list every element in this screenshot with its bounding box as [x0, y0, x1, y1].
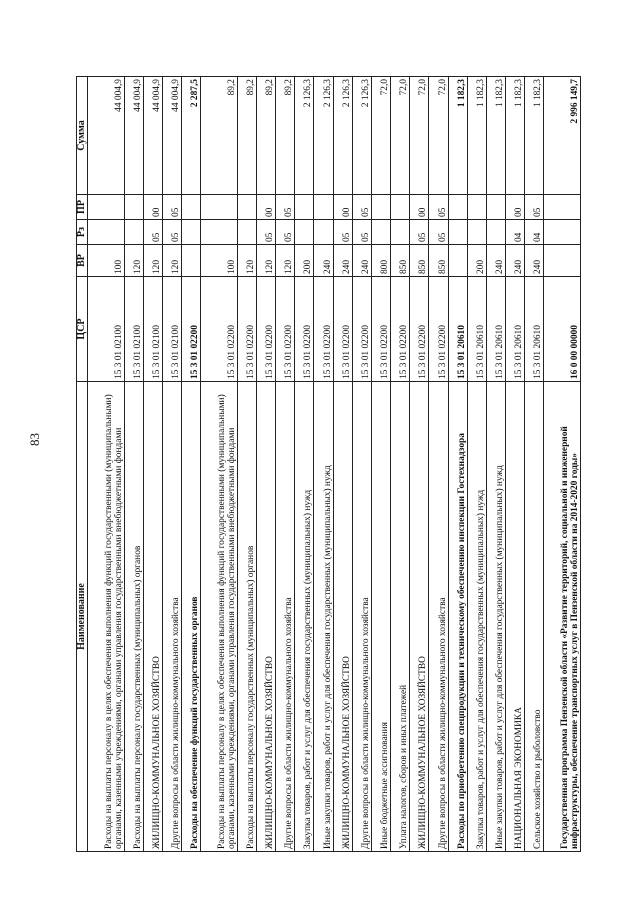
table-row	[525, 77, 544, 852]
cell-csr: 15 3 01 02200	[295, 277, 314, 382]
cell-rz: 05	[352, 220, 371, 245]
cell-vr: 120	[256, 245, 275, 277]
table-row	[448, 77, 467, 852]
cell-name: ЖИЛИЩНО-КОММУНАЛЬНОЕ ХОЗЯЙСТВО	[410, 382, 429, 852]
cell-vr: 100	[201, 245, 238, 277]
cell-name: ЖИЛИЩНО-КОММУНАЛЬНОЕ ХОЗЯЙСТВО	[333, 382, 352, 852]
cell-pr	[371, 195, 390, 220]
cell-vr: 850	[391, 245, 410, 277]
cell-vr: 850	[429, 245, 448, 277]
cell-pr	[295, 195, 314, 220]
cell-pr	[182, 195, 201, 220]
table-row	[201, 77, 238, 852]
cell-vr: 850	[410, 245, 429, 277]
cell-pr: 00	[143, 195, 162, 220]
cell-csr: 15 3 01 20610	[486, 277, 505, 382]
cell-vr: 120	[237, 245, 256, 277]
cell-csr: 15 3 01 20610	[467, 277, 486, 382]
table-row	[143, 77, 162, 852]
cell-sum: 89,2	[237, 77, 256, 195]
cell-pr: 00	[505, 195, 524, 220]
cell-rz: 04	[505, 220, 524, 245]
cell-sum: 44 004,9	[162, 77, 181, 195]
cell-vr: 800	[371, 245, 390, 277]
cell-pr: 05	[276, 195, 295, 220]
cell-csr: 15 3 01 02200	[391, 277, 410, 382]
cell-name: ЖИЛИЩНО-КОММУНАЛЬНОЕ ХОЗЯЙСТВО	[256, 382, 275, 852]
cell-name: Расходы по приобретению спецпродукции и техническому обеспечению инспекции Гостехнадзора	[448, 382, 467, 852]
table-row	[371, 77, 390, 852]
cell-sum: 1 182,3	[505, 77, 524, 195]
table-row	[429, 77, 448, 852]
cell-sum: 2 126,3	[295, 77, 314, 195]
cell-rz	[237, 220, 256, 245]
cell-csr: 15 3 01 20610	[448, 277, 467, 382]
cell-rz	[467, 220, 486, 245]
cell-sum: 89,2	[256, 77, 275, 195]
cell-vr: 200	[467, 245, 486, 277]
cell-name: Иные закупки товаров, работ и услуг для обеспечения государственных (муниципальных) нужд	[486, 382, 505, 852]
header-sum: Сумма	[77, 77, 88, 195]
cell-vr: 100	[88, 245, 125, 277]
cell-sum: 89,2	[276, 77, 295, 195]
cell-rz	[201, 220, 238, 245]
cell-name: Государственная программа Пензенской области «Развитие территорий, социальной и инженерной инфраструктуры, обеспечение транспортных услуг в Пензенской области на 2014-2020 годы»	[544, 382, 581, 852]
cell-rz: 05	[143, 220, 162, 245]
cell-pr	[448, 195, 467, 220]
cell-csr: 15 3 01 02200	[182, 277, 201, 382]
cell-pr	[467, 195, 486, 220]
cell-rz	[182, 220, 201, 245]
cell-name: Другие вопросы в области жилищно-коммунального хозяйства	[352, 382, 371, 852]
rotated-table-container	[76, 77, 581, 852]
cell-name: Расходы на обеспечение функций государственных органов	[182, 382, 201, 852]
cell-rz	[544, 220, 581, 245]
cell-csr: 15 3 01 02200	[256, 277, 275, 382]
table-row	[391, 77, 410, 852]
cell-pr: 05	[525, 195, 544, 220]
cell-name: Иные бюджетные ассигнования	[371, 382, 390, 852]
cell-vr	[544, 245, 581, 277]
cell-rz: 05	[276, 220, 295, 245]
cell-rz: 05	[333, 220, 352, 245]
cell-name: Расходы на выплаты персоналу в целях обеспечения выполнения функций государственными (муниципальными) органами, казенными учреждениями, органами управления государственными внебюджетными фондами	[88, 382, 125, 852]
cell-vr: 240	[352, 245, 371, 277]
budget-table	[76, 76, 581, 852]
cell-vr	[448, 245, 467, 277]
cell-sum: 2 126,3	[333, 77, 352, 195]
header-csr: ЦСР	[77, 277, 88, 382]
cell-pr: 05	[352, 195, 371, 220]
cell-pr	[88, 195, 125, 220]
cell-pr	[201, 195, 238, 220]
cell-sum: 44 004,9	[124, 77, 143, 195]
header-pr: ПР	[77, 195, 88, 220]
cell-csr: 15 3 01 02200	[429, 277, 448, 382]
cell-sum: 1 182,3	[448, 77, 467, 195]
cell-vr: 120	[276, 245, 295, 277]
cell-csr: 15 3 01 20610	[525, 277, 544, 382]
cell-name: Уплата налогов, сборов и иных платежей	[391, 382, 410, 852]
cell-csr: 15 3 01 02200	[314, 277, 333, 382]
cell-pr: 00	[410, 195, 429, 220]
cell-rz: 04	[525, 220, 544, 245]
cell-sum: 2 996 149,7	[544, 77, 581, 195]
cell-csr: 15 3 01 02200	[237, 277, 256, 382]
cell-rz: 05	[429, 220, 448, 245]
cell-name: Расходы на выплаты персоналу государственных (муниципальных) органов	[237, 382, 256, 852]
cell-rz: 05	[256, 220, 275, 245]
table-body	[88, 77, 581, 852]
cell-csr: 15 3 01 02200	[276, 277, 295, 382]
header-vr: ВР	[77, 245, 88, 277]
cell-pr	[486, 195, 505, 220]
cell-sum: 44 004,9	[88, 77, 125, 195]
cell-rz: 05	[162, 220, 181, 245]
cell-name: Закупка товаров, работ и услуг для обеспечения государственных (муниципальных) нужд	[467, 382, 486, 852]
cell-sum: 72,0	[429, 77, 448, 195]
cell-vr: 120	[143, 245, 162, 277]
cell-pr	[544, 195, 581, 220]
cell-rz	[295, 220, 314, 245]
table-row	[124, 77, 143, 852]
table-row	[295, 77, 314, 852]
cell-pr: 00	[256, 195, 275, 220]
table-row	[276, 77, 295, 852]
cell-sum: 72,0	[391, 77, 410, 195]
cell-vr: 240	[505, 245, 524, 277]
cell-name: Расходы на выплаты персоналу в целях обеспечения выполнения функций государственными (муниципальными) органами, казенными учреждениями, органами управления государственными внебюджетными фондами	[201, 382, 238, 852]
cell-rz	[371, 220, 390, 245]
cell-name: Иные закупки товаров, работ и услуг для обеспечения государственных (муниципальных) нужд	[314, 382, 333, 852]
cell-csr: 15 3 01 02100	[162, 277, 181, 382]
cell-vr: 240	[525, 245, 544, 277]
cell-name: Сельское хозяйство и рыболовство	[525, 382, 544, 852]
cell-csr: 15 3 01 02100	[143, 277, 162, 382]
table-row	[486, 77, 505, 852]
table-row	[352, 77, 371, 852]
cell-sum: 2 287,5	[182, 77, 201, 195]
cell-vr: 200	[295, 245, 314, 277]
table-row	[333, 77, 352, 852]
table-row	[88, 77, 125, 852]
cell-csr: 15 3 01 02100	[88, 277, 125, 382]
cell-sum: 72,0	[371, 77, 390, 195]
header-name: Наименование	[77, 382, 88, 852]
cell-pr	[237, 195, 256, 220]
cell-rz	[88, 220, 125, 245]
cell-csr: 15 3 01 02200	[201, 277, 238, 382]
cell-sum: 1 182,3	[525, 77, 544, 195]
cell-csr: 15 3 01 02200	[410, 277, 429, 382]
cell-rz	[124, 220, 143, 245]
cell-csr: 15 3 01 02200	[333, 277, 352, 382]
cell-sum: 1 182,3	[486, 77, 505, 195]
cell-vr: 240	[333, 245, 352, 277]
cell-rz	[391, 220, 410, 245]
cell-pr	[314, 195, 333, 220]
table-row	[505, 77, 524, 852]
cell-rz: 05	[410, 220, 429, 245]
cell-csr: 16 0 00 00000	[544, 277, 581, 382]
cell-vr: 240	[314, 245, 333, 277]
cell-csr: 15 3 01 02100	[124, 277, 143, 382]
cell-csr: 15 3 01 02200	[352, 277, 371, 382]
table-row	[237, 77, 256, 852]
cell-name: Другие вопросы в области жилищно-коммунального хозяйства	[162, 382, 181, 852]
cell-rz	[486, 220, 505, 245]
cell-sum: 1 182,3	[467, 77, 486, 195]
page-number: 83	[27, 433, 42, 446]
table-row	[544, 77, 581, 852]
cell-pr: 05	[429, 195, 448, 220]
table-row	[467, 77, 486, 852]
cell-vr: 120	[162, 245, 181, 277]
cell-rz	[314, 220, 333, 245]
cell-pr: 00	[333, 195, 352, 220]
table-header-row	[77, 77, 88, 852]
cell-sum: 44 004,9	[143, 77, 162, 195]
cell-pr	[391, 195, 410, 220]
cell-sum: 72,0	[410, 77, 429, 195]
cell-csr: 15 3 01 20610	[505, 277, 524, 382]
cell-name: Закупка товаров, работ и услуг для обеспечения государственных (муниципальных) нужд	[295, 382, 314, 852]
table-row	[162, 77, 181, 852]
table-row	[182, 77, 201, 852]
cell-pr: 05	[162, 195, 181, 220]
cell-vr: 240	[486, 245, 505, 277]
cell-vr: 120	[124, 245, 143, 277]
cell-csr: 15 3 01 02200	[371, 277, 390, 382]
cell-sum: 2 126,3	[352, 77, 371, 195]
cell-pr	[124, 195, 143, 220]
table-row	[410, 77, 429, 852]
cell-sum: 89,2	[201, 77, 238, 195]
cell-name: ЖИЛИЩНО-КОММУНАЛЬНОЕ ХОЗЯЙСТВО	[143, 382, 162, 852]
cell-name: НАЦИОНАЛЬНАЯ ЭКОНОМИКА	[505, 382, 524, 852]
cell-name: Расходы на выплаты персоналу государственных (муниципальных) органов	[124, 382, 143, 852]
cell-name: Другие вопросы в области жилищно-коммунального хозяйства	[429, 382, 448, 852]
cell-vr	[182, 245, 201, 277]
cell-sum: 2 126,3	[314, 77, 333, 195]
header-rz: Рз	[77, 220, 88, 245]
cell-name: Другие вопросы в области жилищно-коммунального хозяйства	[276, 382, 295, 852]
table-row	[256, 77, 275, 852]
cell-rz	[448, 220, 467, 245]
table-row	[314, 77, 333, 852]
